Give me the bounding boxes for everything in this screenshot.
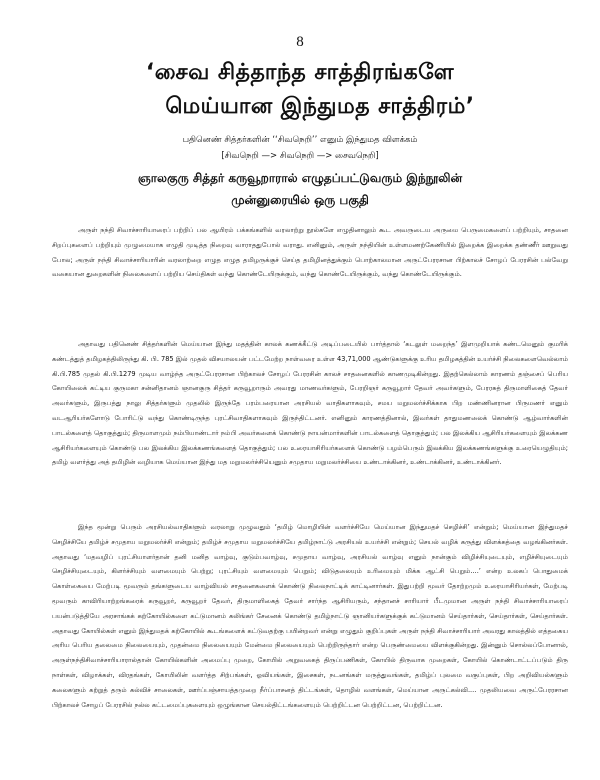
paragraph-text: அருள் நந்தி சிவாச்சாரியாரைப் பற்றிப் பல ஆயிரம் பக்கங்களில் வரலாற்று நூல்களே எழுதினாலும் கூட அவருடைய அருமை பெருமைகளைப் பற்றியும், சாதனை சிறப்புகளைப் பற்றியும் முழுமையாக எழுதி முடித்த நிறைவு வாராததுபோல் வராது. எனினும், அருள் நந்தியின் உள்ளமணற்கேணியில் இறைக்க இறைக்க தண்ணீர் ஊறுவது போல; அருள் நந்தி சிவாச்சாரியாரின் வரலாற்றை எழுத எழுத தமிழருக்குச் செய்த தமிழினத்துக்கும் பொற்காலமான அருட்பேரரசான பிற்காலச் சோழப் பேரரசின் பல்வேறு வகையான துறைகளின் நிலைகளைப் பற்றிய செய்திகள் வந்து கொண்டேயிருக்கும், வந்து கொண்டேயிருக்கும், வந்து கொண்டேயிருக்கும். [52,226,568,279]
body-paragraph-3 [52,520,568,712]
title-line-2: மெய்யான இந்துமத சாத்திரம்’ [165,94,475,119]
body-paragraph-2 [52,337,568,470]
body-paragraph-1 [52,223,568,282]
page-number: 8 [296,34,304,50]
paragraph-text: அதாவது பதினெண் சித்தர்களின் மெய்யான இந்து மதத்தின் காலக் கணக்கீட்டு அடிப்படையில் பார்த்தால் ‘கடலுள் மறைந்த’ இளமுறியாக் கண்டமெனும் குமரிக் கண்டத்துத் தமிழகத்திலிருந்து கி. பி. 785 இல் முதல் விசயாலயன் பட்டமேற்ற நாள்வரை உள்ள 43,71,000 ஆண்டுகளுக்கு உரிய தமிழகத்தின் உயர்ச்சி நிலைகளைவெல்லாம் கி.பி.785 முதல் கி.பி.1279 முடிய வாழ்ந்த அருட்பேரரசான பிற்காலச் சோழப் பேரரசின் காலச் சாதனைகளில் காணமுடிகின்றது. இதற்கெல்லாம் காரணம் தஞ்சைப் பெரிய கோயிலைக் கட்டிய குருமகா சன்னிதானம் ஞானகுரு சித்தர் கருவூறாரும் அவரது மாணவர்களும், பேரறிஞர் கருவூறார் தேவர் அவர்களும், பேரரசுத் திருமாளிகைத் தேவர் அவர்களும், இருபத்து நாலு சித்தர்களும் முதலில் இருந்தே பரம்பரையான அரசியல் வாதிகளாகவும், சமய மறுமலர்ச்சிக்காக பிற மண்ணினரான பிருமணர் எனும் வடஆரியர்களோடு போரிட்டு வந்து கொண்டிருந்த புரட்சிவாதிகளாகவும் இருந்திட்டனர். எனினும் காரணத்தினால், இவர்கள் தாதுமணலைக் கொண்டு ஆழ்வார்களின் பாடல்களைத் தொகுத்தும்; திருமாளமும் நம்பியாண்டார் நம்பி அவர்களைக் கொண்டு நாயன்மார்களின் பாடல்களைத் தொகுத்தும்; பல இலக்கிய ஆசிரியர்களையும் இலக்கண ஆசிரியர்களையும் கொண்டு பல இலக்கிய இலக்கணங்களைத் தொகுத்தும்; பல உரையாசிரியர்களைக் கொண்டு பழம்பெரும் இலக்கிய இலக்கணங்களுக்கு உரையெழுதியும்; தமிழ் வளர்த்து அத் தமிழின் வழியாக மெய்யான இந்து மத மறுமலர்ச்சியெனும் சமுதாய மறுமலர்ச்சியை உண்டாக்கினர், உண்டாக்கினர், உண்டாக்கினர். [52,340,568,467]
subtitle-line-2: [சிவநெறி —> சிவநெறி —> சைவநெறி] [221,151,379,161]
title-line-1: ‘சைவ சித்தாந்த சாத்திரங்களே [145,60,455,85]
section-heading-line-2: முன்னுரையில் ஒரு பகுதி [231,193,369,207]
section-heading-line-1: ஞாலகுரு சித்தர் கருவூறாரால் எழுதப்பட்டுவரும் இந்நூலின் [137,171,463,185]
subtitle-line-1: பதினெண் சித்தர்களின் ‘‘சிவநெறி’’ எனும் இந்துமத விளக்கம் [182,135,418,145]
paragraph-text: இந்த மூன்று பெரும் அரசியல்வாதிகளும் வரலாறு முழுவதும் ‘தமிழ் மொழியின் வளர்ச்சியே மெய்யான இந்துமதச் செழிச்சி’ என்றும்; மெய்யான இந்துமதச் செழிச்சியே தமிழ்ச் சமுதாய மறுமலர்ச்சி என்றும்; தமிழ்ச் சமுதாய மறுமலர்ச்சியே தமிழ்நாட்டு அரசியல் உயர்ச்சி என்றும்; செயல் வழிக் கருத்து விளக்கத்தை வழங்கினர்கள். அதாவது ‘மதவழிப் புரட்சியாளர்தான் தனி மனித வாழ்வு, குடும்பவாழ்வு, சமுதாய வாழ்வு, அரசியல் வாழ்வு எனும் நான்கும் விழிச்சியுடையும், எழிச்சியுடையும் செழிச்சியுடையும், கிளர்ச்சியும் வளமையும் பெற்று; புரட்சியும் வளமையும் பெறும்; விடுதலையும் உரிமையும் மிக்க ஆட்சி பெறும்....’ என்ற உலகப் பொதுமைக் கொள்கையை மேற்படி மூவரும் தங்களுடைய வாழ்வியல் சாதனைகளைக் கொண்டு நிலைநாட்டிக் காட்டினார்கள். இதுபற்றி மூவர் தோற்றமும் உரையாசிரியர்கள், மேற்படி மூவரும் காவிரியாற்றங்கரைக் கருவூறர், கருவூறர் தேவர், திருமாளிகைத் தேவர் சார்ந்த ஆசிரியரும், சந்தானச் சாரியார் பீடமுமான அருள் நந்தி சிவாச்சாரியாரைப் பயன்படுத்தியே அரசாங்கக் கற்கோயில்களை கட்டுமானம் கலிங்கர் சேனைக் கொண்டு தமிழ்நாட்டு ஞானியர்களுக்குக் கட்டுமானம் செய்தார்கள், செய்தார்கள், செய்தார்கள். அதாவது கோயில்கள் எனும் இந்துமதக் கற்கோயில் கூடங்களைக் கட்டுவதற்கு பயின்றவர் என்று எழுதும் குறிப்புகள் அருள் நந்தி சிவாச்சாரியார் அவரது காலத்தில் எத்தகைய அரிய பெரிய தலைமை நிலையையும், முதன்மை நிலையையும் மேன்மை நிலையையும் பெற்றிருந்தார் என்ற பெருண்மையை விளக்குகின்றது. இன்னும் சொல்லப்போனால், அருள்நந்திசிவாச்சாரியாரால்தான் கோயில்களின் அமைப்பு முறை, கோயில் அறுவகைத் திருப்பணிகள், கோயில் திருவாக முறைகள், கோயில் கொண்டாட்டப்படும் திரு நாள்கள், விழாக்கள், விரதங்கள், கோயிலின் வளர்த்த சிற்பங்கள், ஓவியங்கள், இசைகள், நடனங்கள் மருத்துவங்கள், தமிழ்ப் புலமை வகுப்புகள், பிற அறிவியல்களும் கலைகளும் கற்றுத் தரும் கல்விச் சாலைகள், ஊர்ப்பஞ்சாயத்தமுறை நீர்ப்பாசனத் திட்டங்கள், தொழில் வளங்கள், மெய்யான அருட்கல்வி.... முதலியவை அருட்பேரரசான பிற்காலச் சோழப் பேரரசில் நல்ல கட்டமைப்புகளையும் ஒழுங்கான செயல்திட்டங்களையும் பெற்றிட்டன பெற்றிட்டன, பெற்றிட்டன. [52,523,568,709]
